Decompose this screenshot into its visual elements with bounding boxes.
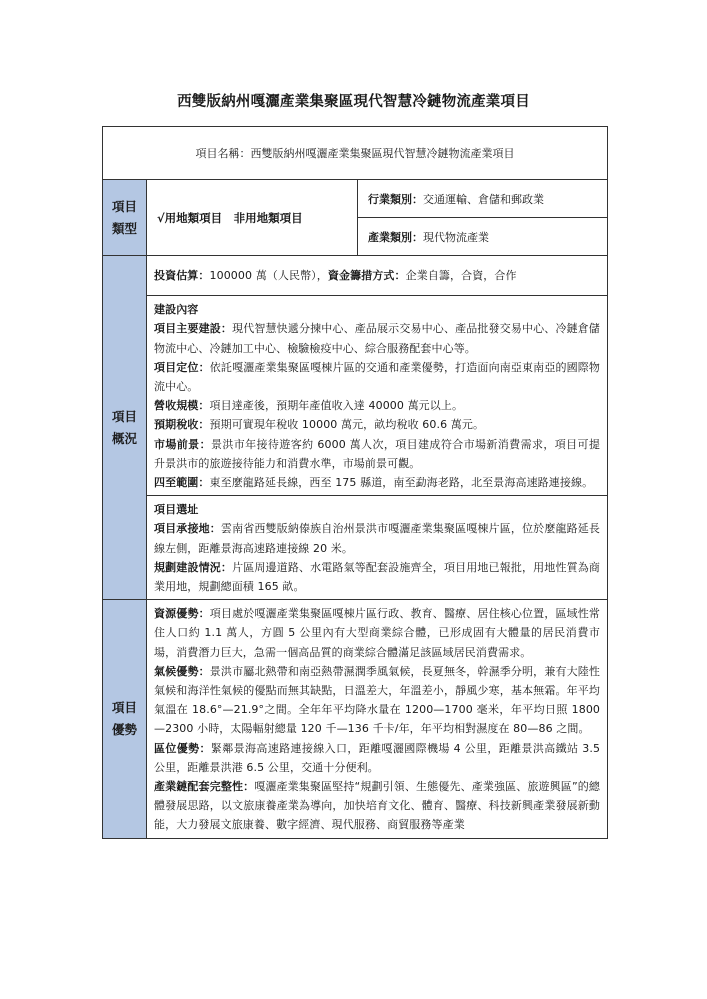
advantage-item-text: 嘎灑產業集聚區堅持“規劃引領、生態優先、產業強區、旅遊興區”的總體發展思路，以文旅康養產業為導向，加快培育文化、體育、醫療、科技新興產業發展新動能，大力發展文旅康養、數字經濟、現代服務、商貿服務等產業 bbox=[154, 780, 601, 832]
overview-label-text: 項目概況 bbox=[111, 408, 137, 446]
overview-item-label: 項目定位： bbox=[154, 360, 210, 374]
site-item-label: 項目承接地： bbox=[154, 522, 221, 536]
advantages-cell bbox=[147, 600, 608, 838]
overview-item-text: 現代智慧快遞分揀中心、產品展示交易中心、產品批發交易中心、冷鏈倉儲物流中心、冷鏈加工中心、檢驗檢疫中心、綜合服務配套中心等。 bbox=[154, 322, 601, 355]
overview-item-text: 東至麼龍路延長線，西至 175 縣道，南至勐海老路，北至景海高速路連接線。 bbox=[209, 476, 594, 490]
overview-row-1 bbox=[103, 256, 608, 296]
construction-cell bbox=[147, 296, 608, 496]
site-item-text: 雲南省西雙版納傣族自治州景洪市嘎灑產業集聚區嘎棟片區，位於麼龍路延長線左側，距離景海高速路連接線 20 米。 bbox=[154, 522, 601, 555]
overview-item bbox=[154, 473, 600, 492]
advantage-item-label: 產業鏈配套完整性： bbox=[154, 780, 255, 794]
site-cell bbox=[147, 496, 608, 600]
advantage-item bbox=[154, 604, 600, 662]
advantage-item-label: 資源優勢： bbox=[154, 607, 210, 621]
advantage-item-text: 緊鄰景海高速路連接線入口，距離嘎灑國際機場 4 公里，距離景洪高鐵站 3.5 公里，距離景洪港 6.5 公里，交通十分便利。 bbox=[154, 741, 601, 774]
overview-item-label: 預期稅收： bbox=[154, 418, 210, 432]
overview-item bbox=[154, 319, 600, 357]
project-name-cell: 項目名稱：西雙版納州嘎灑產業集聚區現代智慧冷鏈物流產業項目 bbox=[103, 127, 608, 180]
advantage-item-label: 氣候優勢： bbox=[154, 664, 210, 678]
advantage-item-label: 區位優勢： bbox=[154, 741, 211, 755]
advantage-item bbox=[154, 739, 600, 777]
category-label: 產業類別： bbox=[368, 230, 423, 244]
document-title: 西雙版納州嘎灑產業集聚區現代智慧冷鏈物流產業項目 bbox=[177, 94, 530, 110]
land-use-type: √用地類項目 非用地類項目 bbox=[147, 180, 358, 256]
overview-row-3 bbox=[103, 496, 608, 600]
site-item-text: 片區周邊道路、水電路氣等配套設施齊全，項目用地已報批，用地性質為商業用地，規劃總面積 165 畝。 bbox=[154, 560, 601, 594]
category-type-cell bbox=[358, 218, 608, 256]
advantage-item bbox=[154, 662, 600, 739]
advantages-row bbox=[103, 600, 608, 838]
overview-item-text: 項目達產後，預期年產值收入達 40000 萬元以上。 bbox=[209, 399, 464, 413]
overview-item bbox=[154, 435, 600, 473]
overview-item bbox=[154, 415, 600, 434]
project-type-row-1 bbox=[103, 180, 608, 218]
overview-item-label: 項目主要建設： bbox=[154, 322, 233, 336]
industry-label: 行業類別： bbox=[368, 192, 423, 206]
overview-item-text: 依託嘎灑產業集聚區嘎棟片區的交通和產業優勢，打造面向南亞東南亞的國際物流中心。 bbox=[154, 360, 601, 394]
site-item bbox=[154, 558, 600, 596]
project-name-row bbox=[103, 127, 608, 180]
site-item-label: 規劃建設情況： bbox=[154, 560, 233, 574]
overview-item-text: 預期可實現年稅收 10000 萬元，畝均稅收 60.6 萬元。 bbox=[209, 418, 485, 432]
project-type-label-text: 項目類型 bbox=[111, 198, 137, 236]
investment-value: 100000 萬（人民幣）， bbox=[209, 269, 328, 282]
category-value: 現代物流產業 bbox=[423, 230, 489, 244]
overview-label bbox=[103, 256, 147, 600]
investment-label: 投資估算： bbox=[154, 269, 210, 282]
advantage-item bbox=[154, 777, 600, 835]
advantage-item-text: 景洪市屬北熱帶和南亞熱帶濕潤季風氣候，長夏無冬，幹濕季分明，兼有大陸性氣候和海洋性氣候的優點而無其缺點，日溫差大，年溫差小，靜風少寒，基本無霜。年平均氣溫在 18.6°—21.9°之間。全年年平均降水量在 1200—1700 毫米，年平均日照 1800—2300 小時，太陽輻射總量 120 千—136 千卡/年，年平均相對濕度在 80—86 之間。 bbox=[154, 664, 601, 736]
project-info-table bbox=[102, 126, 608, 839]
funding-label: 資金籌措方式： bbox=[327, 269, 406, 282]
advantage-item-text: 項目處於嘎灑產業集聚區嘎棟片區行政、教育、醫療、居住核心位置，區域性常住人口約 1.1 萬人，方圓 5 公里內有大型商業綜合體，已形成固有大體量的居民消費市場，消費潛力巨大，急需一個高品質的商業綜合體滿足該區域居民消費需求。 bbox=[154, 607, 601, 659]
overview-row-2 bbox=[103, 296, 608, 496]
investment-cell bbox=[147, 256, 608, 296]
advantages-label-text: 項目優勢 bbox=[111, 699, 137, 737]
funding-value: 企業自籌，合資，合作 bbox=[405, 269, 517, 282]
overview-item bbox=[154, 396, 600, 415]
site-heading: 項目選址 bbox=[154, 503, 199, 517]
overview-item bbox=[154, 358, 600, 396]
overview-item-text: 景洪市年接待遊客約 6000 萬人次，項目建成符合市場新消費需求，項目可提升景洪市的旅遊接待能力和消費水準，市場前景可觀。 bbox=[154, 437, 601, 470]
advantages-label bbox=[103, 600, 147, 838]
overview-item-label: 營收規模： bbox=[154, 399, 210, 413]
site-item bbox=[154, 519, 600, 557]
construction-heading: 建設內容 bbox=[154, 303, 199, 317]
project-type-label bbox=[103, 180, 147, 256]
industry-type-cell bbox=[358, 180, 608, 218]
overview-item-label: 四至範圍： bbox=[154, 476, 210, 490]
overview-item-label: 市場前景： bbox=[154, 437, 211, 451]
industry-value: 交通運輸、倉儲和郵政業 bbox=[423, 192, 544, 206]
